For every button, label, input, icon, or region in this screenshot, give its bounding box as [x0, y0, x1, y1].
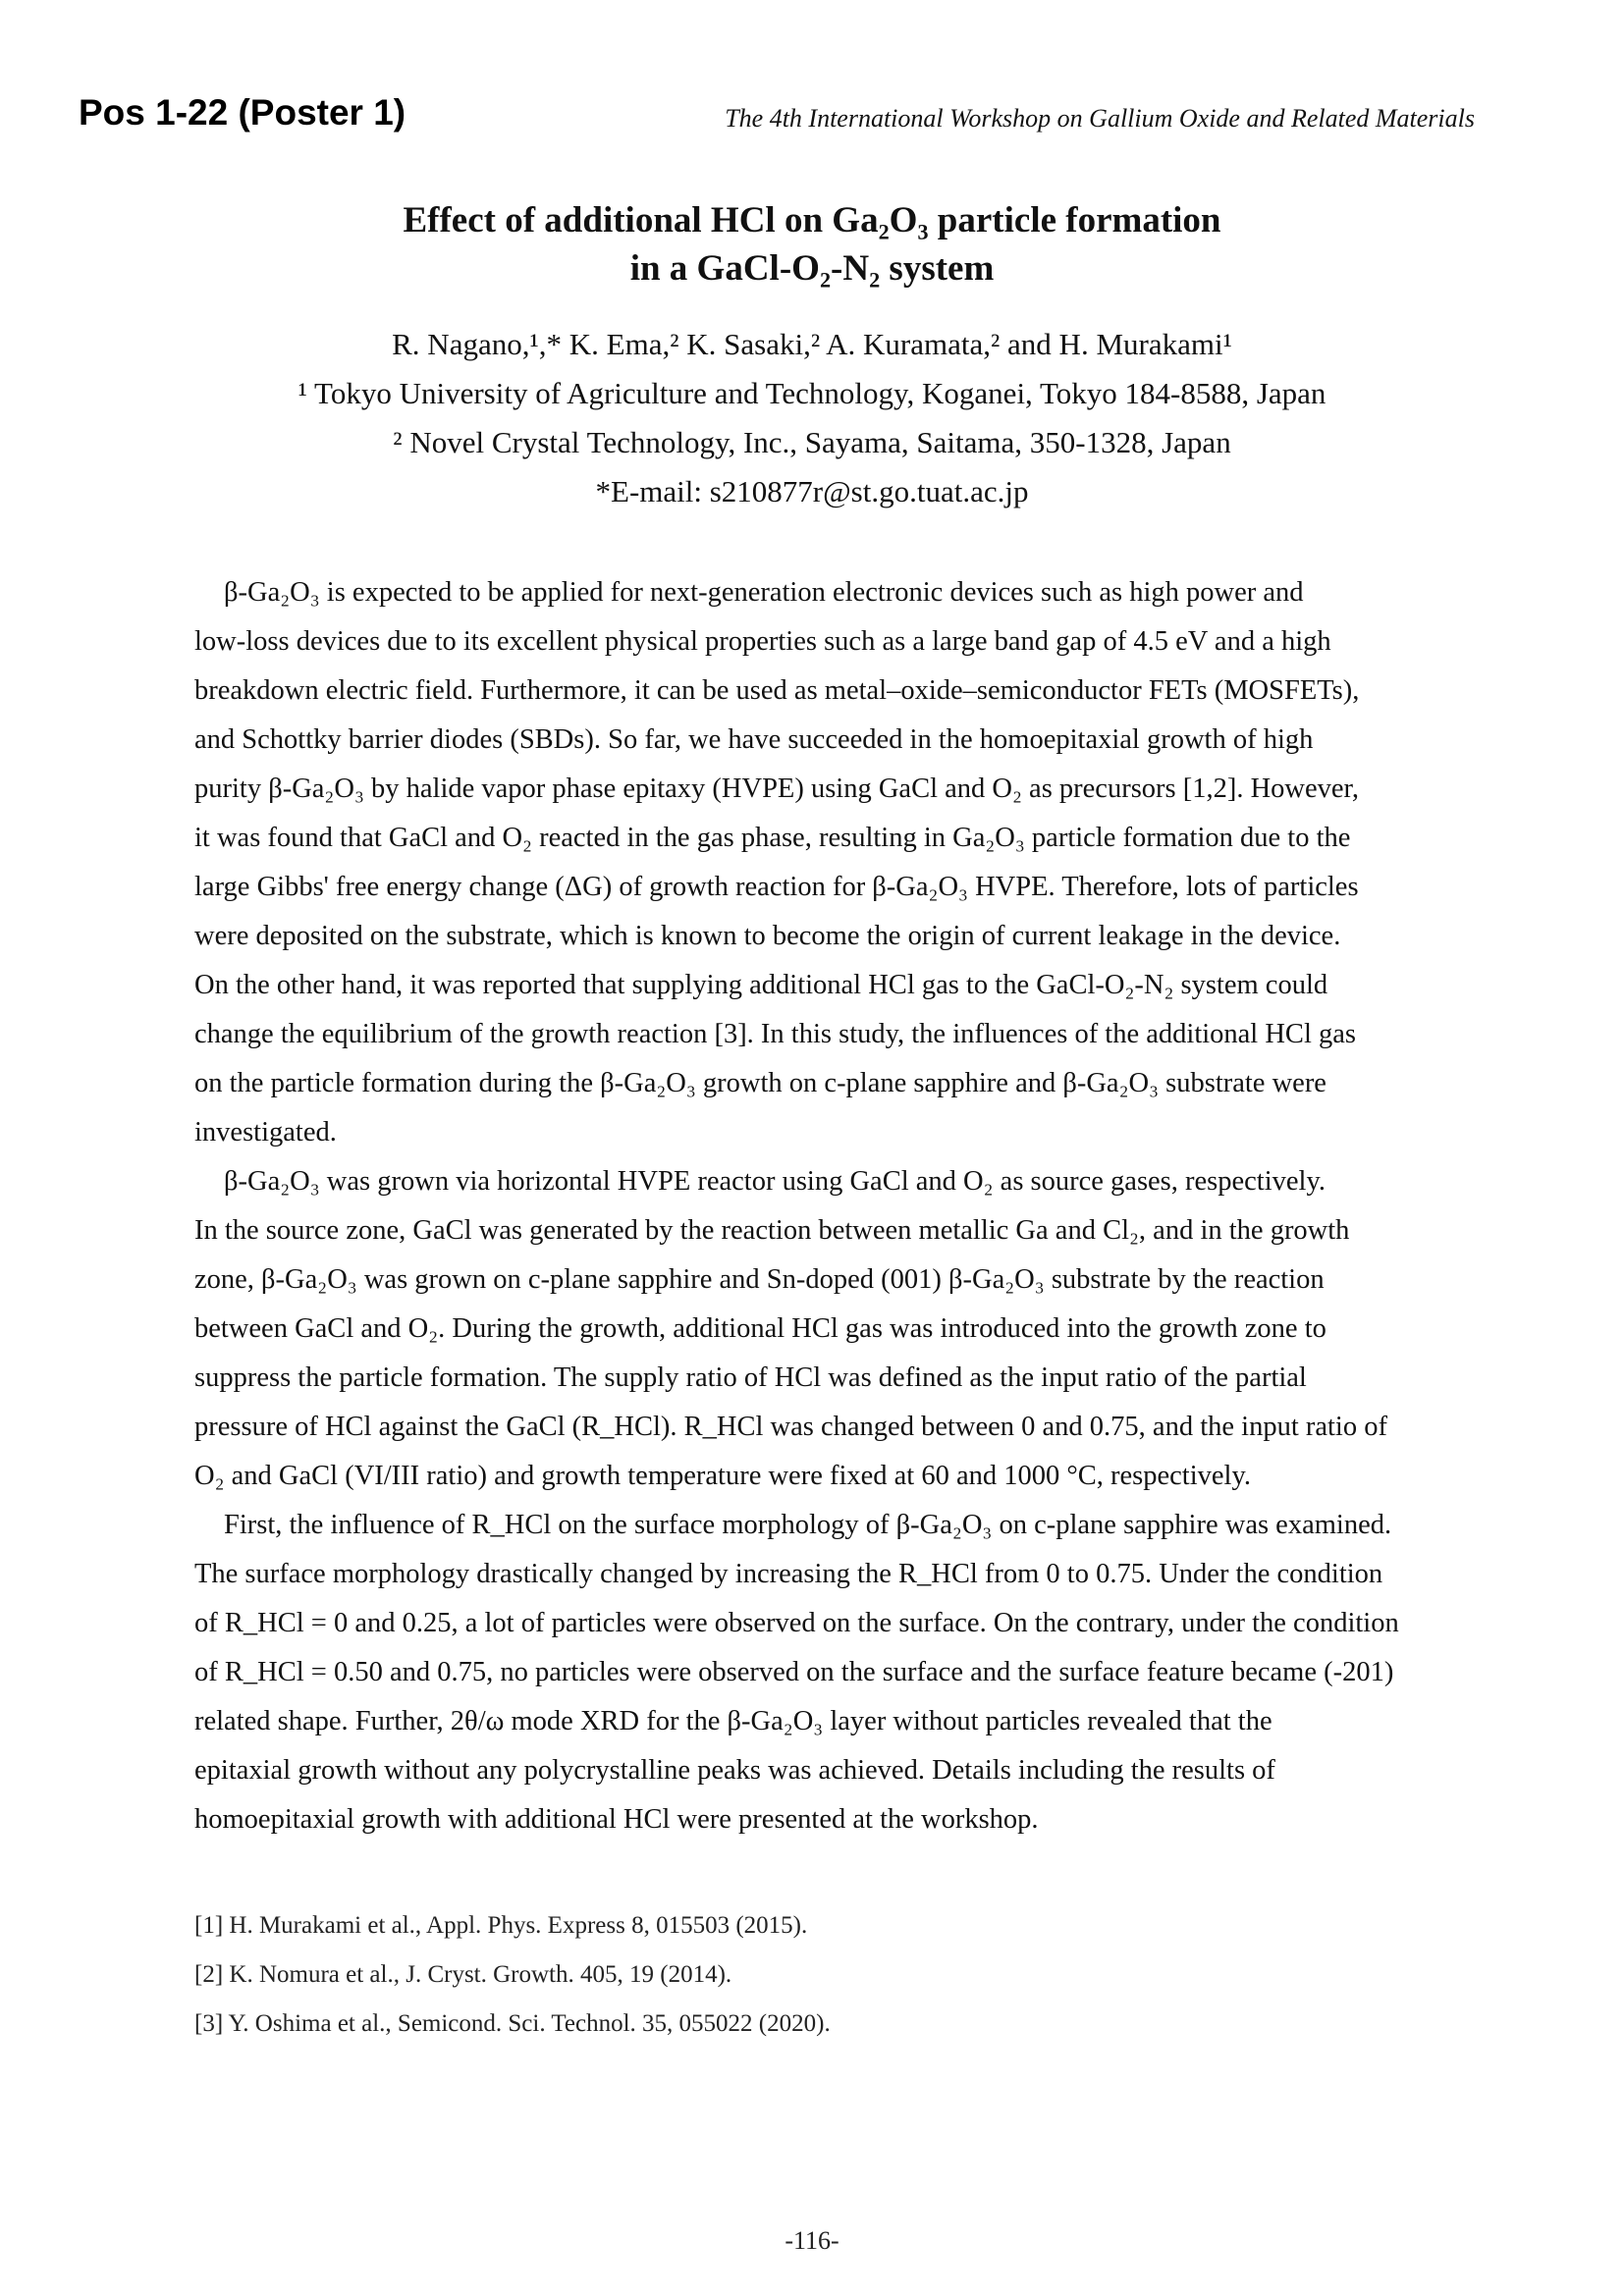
reference-item: [2] K. Nomura et al., J. Cryst. Growth. 405, 19 (2014). [194, 1961, 732, 1988]
body-line: of R_HCl = 0 and 0.25, a lot of particles were observed on the surface. On the contrary, under the condition [194, 1608, 1399, 1638]
workshop-title: The 4th International Workshop on Gallium Oxide and Related Materials [725, 104, 1475, 133]
body-line: low-loss devices due to its excellent physical properties such as a large band gap of 4.5 eV and a high [194, 626, 1331, 657]
body-line: and Schottky barrier diodes (SBDs). So far, we have succeeded in the homoepitaxial growth of high [194, 724, 1314, 755]
body-line: on the particle formation during the β-Ga₂O₃ growth on c-plane sapphire and β-Ga₂O₃ substrate were [194, 1068, 1326, 1098]
page-number: -116- [785, 2226, 839, 2255]
body-line: epitaxial growth without any polycrystalline peaks was achieved. Details including the results of [194, 1755, 1275, 1786]
body-line: First, the influence of R_HCl on the surface morphology of β-Ga₂O₃ on c-plane sapphire was examined. [224, 1510, 1392, 1540]
body-line: homoepitaxial growth with additional HCl were presented at the workshop. [194, 1804, 1039, 1835]
email: *E-mail: s210877r@st.go.tuat.ac.jp [595, 474, 1029, 508]
affiliation-1: ¹ Tokyo University of Agriculture and Technology, Koganei, Tokyo 184-8588, Japan [298, 376, 1326, 410]
body-line: change the equilibrium of the growth reaction [3]. In this study, the influences of the additional HCl gas [194, 1019, 1356, 1049]
body-line: In the source zone, GaCl was generated by the reaction between metallic Ga and Cl₂, and in the growth [194, 1215, 1350, 1246]
body-line: between GaCl and O₂. During the growth, additional HCl gas was introduced into the growth zone to [194, 1313, 1326, 1344]
body-line: breakdown electric field. Furthermore, it can be used as metal–oxide–semiconductor FETs (MOSFETs), [194, 675, 1360, 706]
body-line: zone, β-Ga₂O₃ was grown on c-plane sapphire and Sn-doped (001) β-Ga₂O₃ substrate by the reaction [194, 1264, 1325, 1295]
reference-item: [3] Y. Oshima et al., Semicond. Sci. Technol. 35, 055022 (2020). [194, 2010, 831, 2037]
paper-title-line-2: in a GaCl-O₂-N₂ system [629, 248, 995, 289]
body-line: investigated. [194, 1117, 337, 1148]
body-line: β-Ga₂O₃ was grown via horizontal HVPE reactor using GaCl and O₂ as source gases, respectively. [224, 1166, 1326, 1197]
body-line: purity β-Ga₂O₃ by halide vapor phase epitaxy (HVPE) using GaCl and O₂ as precursors [1,2]. However, [194, 774, 1360, 804]
body-line: The surface morphology drastically changed by increasing the R_HCl from 0 to 0.75. Under the condition [194, 1559, 1383, 1589]
body-line: of R_HCl = 0.50 and 0.75, no particles were observed on the surface and the surface feature became (-201) [194, 1657, 1394, 1687]
body-line: large Gibbs' free energy change (ΔG) of growth reaction for β-Ga₂O₃ HVPE. Therefore, lots of particles [194, 872, 1359, 902]
paper-title-line-1: Effect of additional HCl on Ga₂O₃ particle formation [403, 200, 1221, 240]
body-line: it was found that GaCl and O₂ reacted in the gas phase, resulting in Ga₂O₃ particle formation due to the [194, 823, 1351, 853]
body-line: related shape. Further, 2θ/ω mode XRD for the β-Ga₂O₃ layer without particles revealed that the [194, 1706, 1272, 1736]
affiliation-2: ² Novel Crystal Technology, Inc., Sayama, Saitama, 350-1328, Japan [393, 425, 1231, 459]
body-line: On the other hand, it was reported that supplying additional HCl gas to the GaCl-O₂-N₂ system could [194, 970, 1328, 1000]
body-line: pressure of HCl against the GaCl (R_HCl). R_HCl was changed between 0 and 0.75, and the input ratio of [194, 1412, 1387, 1442]
body-line: were deposited on the substrate, which is known to become the origin of current leakage in the device. [194, 921, 1341, 951]
body-line: O₂ and GaCl (VI/III ratio) and growth temperature were fixed at 60 and 1000 °C, respectively. [194, 1461, 1251, 1491]
body-line: suppress the particle formation. The supply ratio of HCl was defined as the input ratio of the partial [194, 1362, 1307, 1393]
reference-item: [1] H. Murakami et al., Appl. Phys. Express 8, 015503 (2015). [194, 1912, 808, 1939]
authors: R. Nagano,¹,* K. Ema,² K. Sasaki,² A. Kuramata,² and H. Murakami¹ [392, 327, 1232, 361]
poster-id: Pos 1-22 (Poster 1) [79, 92, 406, 133]
body-line: β-Ga₂O₃ is expected to be applied for next-generation electronic devices such as high power and [224, 577, 1304, 608]
